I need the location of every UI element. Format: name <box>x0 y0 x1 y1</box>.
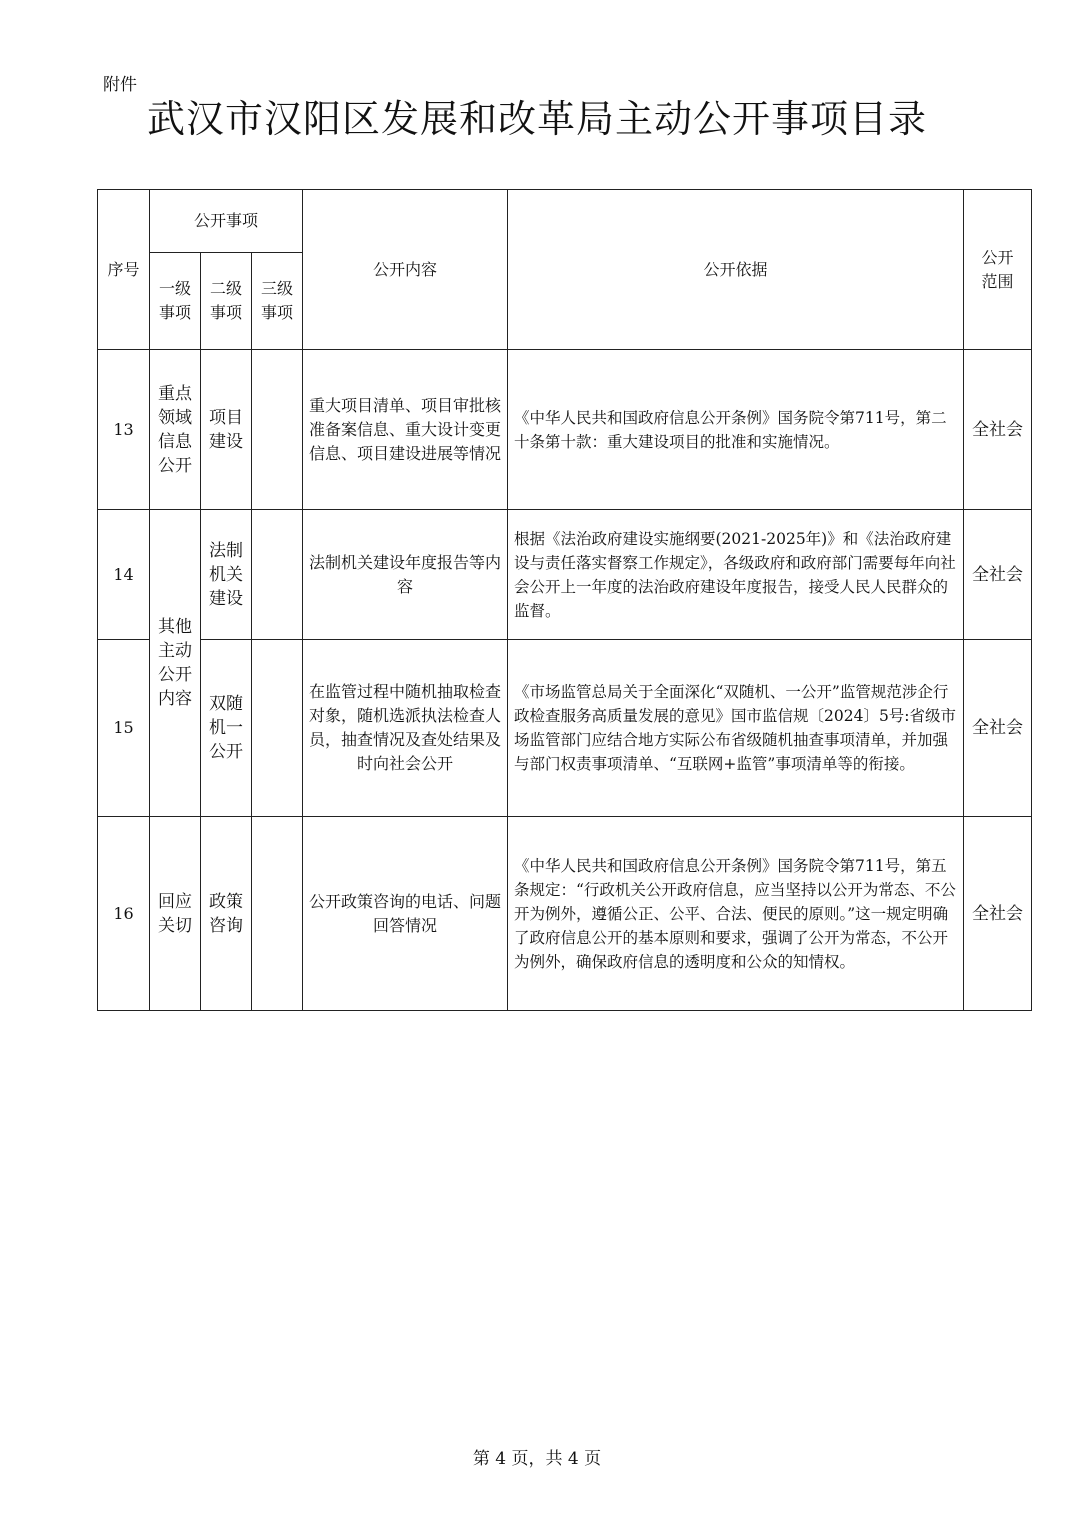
header-level2: 二级事项 <box>201 253 252 350</box>
cell-content: 法制机关建设年度报告等内容 <box>303 510 508 640</box>
cell-basis: 《中华人民共和国政府信息公开条例》国务院令第711号，第五条规定：“行政机关公开政府信息，应当坚持以公开为常态、不公开为例外，遵循公正、公平、合法、便民的原则。”这一规定明确了政府信息公开的基本原则和要求，强调了公开为常态，不公开为例外，确保政府信息的透明度和公众的知情权。 <box>508 817 964 1011</box>
cell-seq: 15 <box>98 640 150 817</box>
table-row <box>98 510 1032 640</box>
attachment-label: 附件 <box>103 75 137 95</box>
cell-scope: 全社会 <box>964 350 1032 510</box>
header-basis: 公开依据 <box>508 190 964 350</box>
cell-level3 <box>252 817 303 1011</box>
header-content: 公开内容 <box>303 190 508 350</box>
cell-level3 <box>252 350 303 510</box>
cell-basis: 《市场监管总局关于全面深化“双随机、一公开”监管规范涉企行政检查服务高质量发展的意见》国市监信规〔2024〕5号:省级市场监管部门应结合地方实际公布省级随机抽查事项清单，并加强与部门权责事项清单、“互联网+监管”事项清单等的衔接。 <box>508 640 964 817</box>
header-seq: 序号 <box>98 190 150 350</box>
page-title: 武汉市汉阳区发展和改革局主动公开事项目录 <box>146 97 927 141</box>
cell-level1: 重点领域信息公开 <box>150 350 201 510</box>
cell-level3 <box>252 510 303 640</box>
cell-level3 <box>252 640 303 817</box>
cell-level2: 政策咨询 <box>201 817 252 1011</box>
cell-content: 在监管过程中随机抽取检查对象，随机选派执法检查人员，抽查情况及查处结果及时向社会公开 <box>303 640 508 817</box>
header-level3: 三级事项 <box>252 253 303 350</box>
header-scope: 公开范围 <box>964 190 1032 350</box>
cell-seq: 14 <box>98 510 150 640</box>
table-row <box>98 817 1032 1011</box>
cell-level2: 双随机一公开 <box>201 640 252 817</box>
cell-content: 重大项目清单、项目审批核准备案信息、重大设计变更信息、项目建设进展等情况 <box>303 350 508 510</box>
page-number: 第 4 页，共 4 页 <box>472 1449 602 1469</box>
disclosure-catalog-table <box>97 189 1032 1011</box>
header-level1: 一级事项 <box>150 253 201 350</box>
cell-scope: 全社会 <box>964 817 1032 1011</box>
table-row <box>98 640 1032 817</box>
header-row-top <box>98 190 1032 253</box>
cell-seq: 13 <box>98 350 150 510</box>
header-items-group: 公开事项 <box>150 190 303 253</box>
cell-scope: 全社会 <box>964 640 1032 817</box>
cell-seq: 16 <box>98 817 150 1011</box>
cell-level1-merged: 其他主动公开内容 <box>150 510 201 817</box>
cell-scope: 全社会 <box>964 510 1032 640</box>
cell-content: 公开政策咨询的电话、问题回答情况 <box>303 817 508 1011</box>
cell-level2: 项目建设 <box>201 350 252 510</box>
cell-level2: 法制机关建设 <box>201 510 252 640</box>
table-row <box>98 350 1032 510</box>
cell-basis: 根据《法治政府建设实施纲要(2021-2025年)》和《法治政府建设与责任落实督察工作规定》，各级政府和政府部门需要每年向社会公开上一年度的法治政府建设年度报告，接受人民人民群众的监督。 <box>508 510 964 640</box>
cell-basis: 《中华人民共和国政府信息公开条例》国务院令第711号，第二十条第十款：重大建设项目的批准和实施情况。 <box>508 350 964 510</box>
cell-level1: 回应关切 <box>150 817 201 1011</box>
